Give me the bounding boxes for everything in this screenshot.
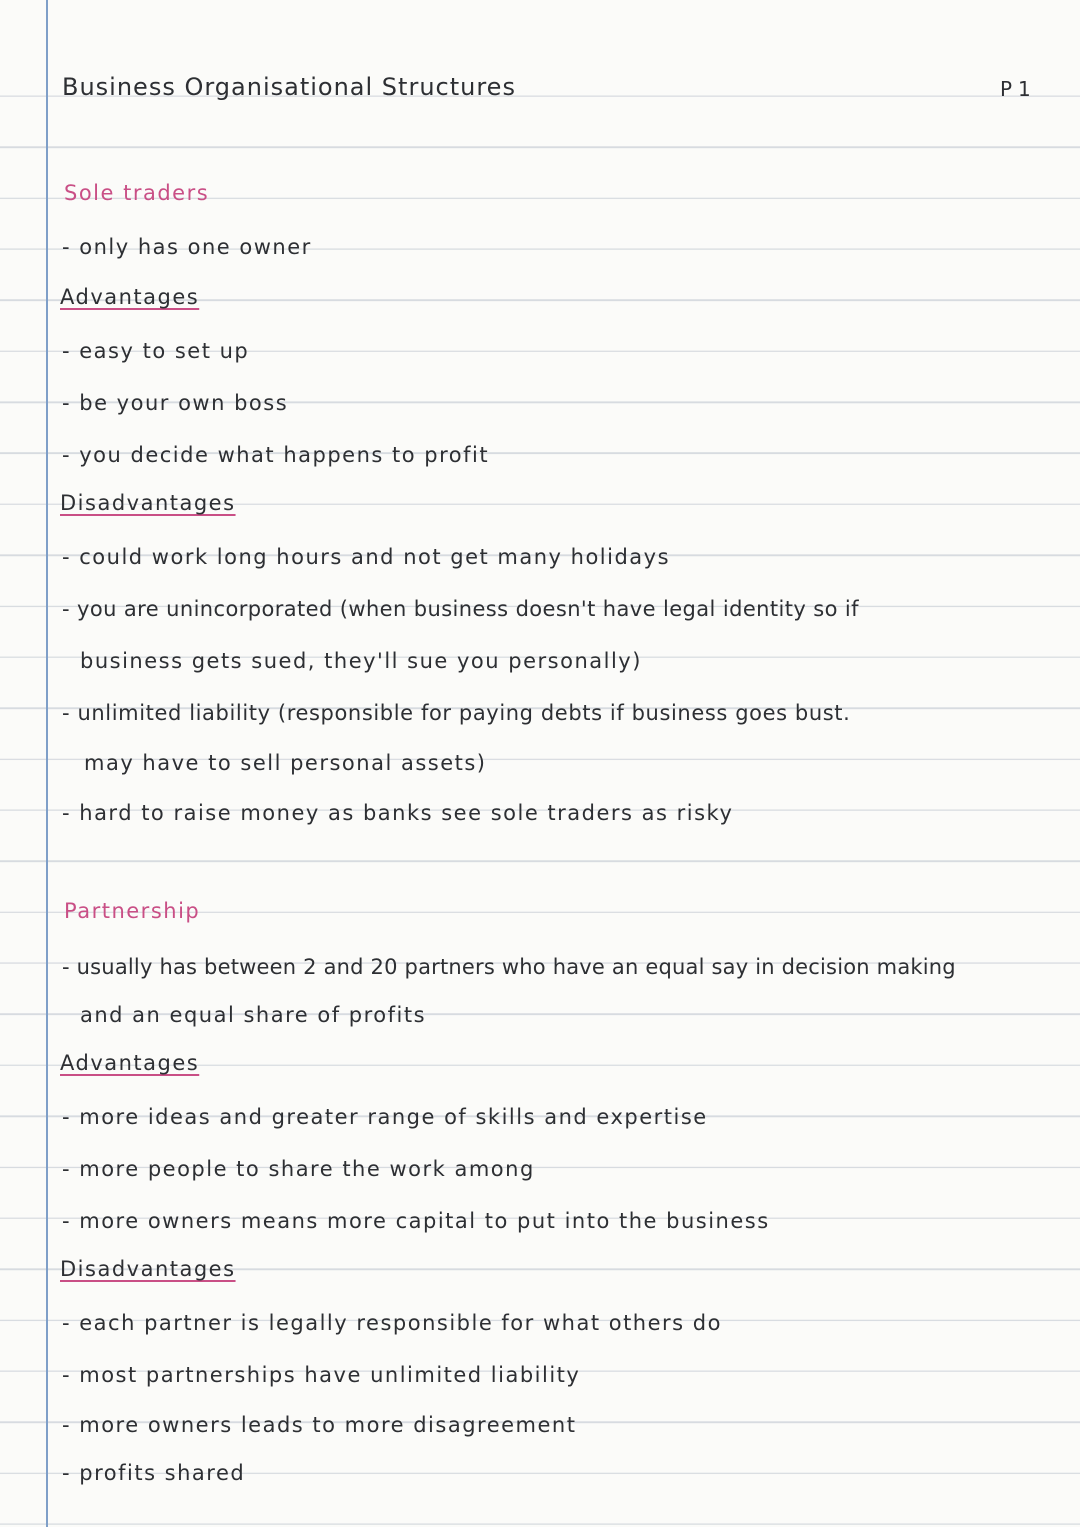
bullet-text: - easy to set up — [62, 339, 250, 363]
margin-line — [46, 0, 48, 1527]
advantages-label: Advantages — [60, 285, 200, 309]
bullet-text: business gets sued, they'll sue you personally) — [80, 649, 642, 673]
bullet-text: - only has one owner — [62, 235, 312, 259]
bullet-text: - more owners means more capital to put into the business — [62, 1209, 770, 1233]
advantages-label: Advantages — [60, 1051, 200, 1075]
bullet-text: - be your own boss — [62, 391, 289, 415]
bullet-text: - more ideas and greater range of skills and expertise — [62, 1105, 708, 1129]
page-title: Business Organisational Structures — [62, 73, 516, 101]
bullet-text: and an equal share of profits — [80, 1003, 427, 1027]
disadvantages-label: Disadvantages — [60, 491, 236, 515]
bullet-text: - usually has between 2 and 20 partners who have an equal say in decision making — [62, 955, 956, 979]
page-number: P1 — [1000, 77, 1037, 101]
disadvantages-label: Disadvantages — [60, 1257, 236, 1281]
bullet-text: - could work long hours and not get many holidays — [62, 545, 671, 569]
bullet-text: - more people to share the work among — [62, 1157, 535, 1181]
bullet-text: - hard to raise money as banks see sole traders as risky — [62, 801, 734, 825]
bullet-text: - most partnerships have unlimited liability — [62, 1363, 581, 1387]
section-heading-sole-traders: Sole traders — [64, 181, 210, 205]
bullet-text: - profits shared — [62, 1461, 246, 1485]
section-heading-partnership: Partnership — [64, 899, 201, 923]
bullet-text: - each partner is legally responsible for what others do — [62, 1311, 722, 1335]
bullet-text: - unlimited liability (responsible for paying debts if business goes bust. — [62, 701, 851, 725]
bullet-text: - more owners leads to more disagreement — [62, 1413, 577, 1437]
bullet-text: - you are unincorporated (when business doesn't have legal identity so if — [62, 597, 859, 621]
bullet-text: - you decide what happens to profit — [62, 443, 490, 467]
bullet-text: may have to sell personal assets) — [84, 751, 487, 775]
